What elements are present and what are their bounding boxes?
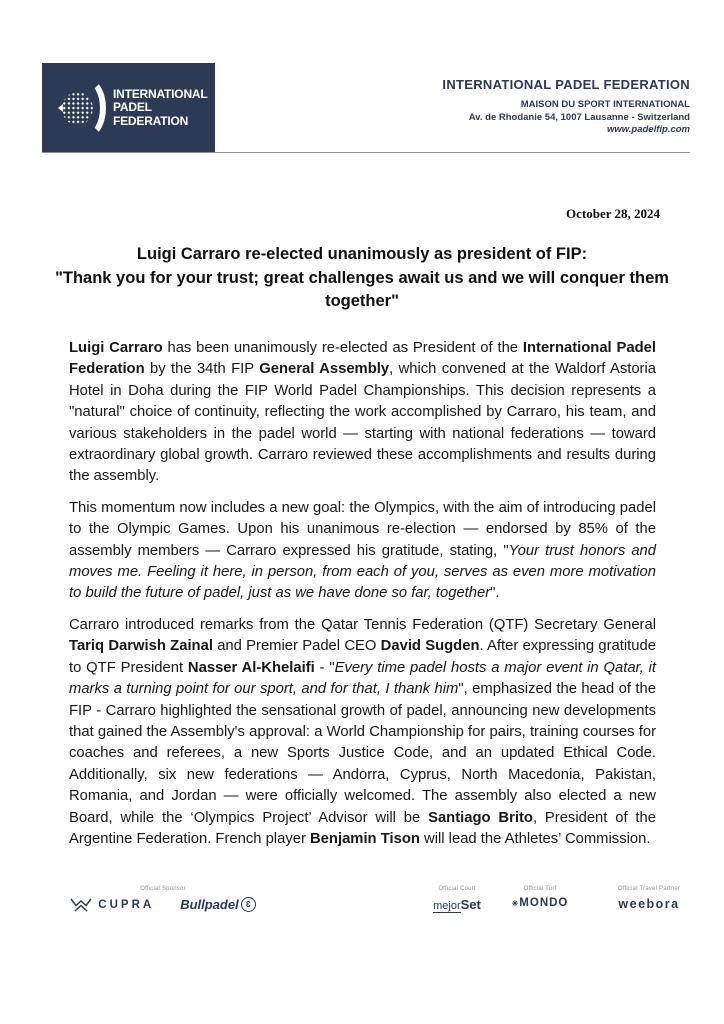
footer-travel-group [601,886,697,911]
website-url: www.padelfip.com [606,124,690,135]
mondo-logo [512,897,569,909]
sponsor-label: Official Sponsor [140,886,186,892]
headline [52,243,672,314]
mondo-wordmark: MONDO [519,897,569,909]
cupra-badge-icon [70,898,92,912]
mejorset-logo [433,897,481,912]
document-date: October 28, 2024 [566,206,660,221]
fip-logo-line: PADEL [113,100,152,115]
arc-icon [66,77,106,139]
bullpadel-wordmark: Bullpadel [180,897,239,912]
mejorset-wordmark-prefix: mejor [433,900,461,912]
bullpadel-bull-icon: Ɛ [241,897,256,912]
article-body [69,338,656,860]
address-line1: MAISON DU SPORT INTERNATIONAL [520,99,690,110]
address-line2: Av. de Rhodanie 54, 1007 Lausanne - Switzerland [468,111,690,123]
fip-logo-line: INTERNATIONAL [113,86,208,101]
fip-logo [42,63,215,153]
turf-label: Official Turf [523,886,557,892]
weebora-logo [618,897,679,911]
fip-racket-icon [54,76,106,140]
footer-sponsor-group [48,886,278,912]
footer-court-group [412,886,502,912]
cupra-wordmark: CUPRA [98,898,155,911]
weebora-wordmark: weebora [618,897,680,911]
body-paragraph: Luigi Carraro has been unanimously re-elected as President of the International Padel Federation by the 34th FIP General Assembly, which convened at the Waldorf Astoria Hotel in Doha during the FIP World Padel Championships. This decision represents a "natural" choice of continuity, reflecting the work accomplished by Carraro, his team, and various stakeholders in the padel world — starting with national federations — toward extraordinary global growth. Carraro reviewed these accomplishments and results during the assembly. [69,340,657,485]
body-paragraph: This momentum now includes a new goal: the Olympics, with the aim of introducing padel to the Olympic Games. Upon his unanimous re-election — endorsed by 85% of the assembly members — Carraro expressed his gratitude, stating, "Your trust honors and moves me. Feeling it here, in person, from each of you, serves as even more motivation to build the future of padel, just as we have done so far, together". [69,499,657,602]
body-paragraph: Carraro introduced remarks from the Qatar Tennis Federation (QTF) Secretary General Tariq Darwish Zainal and Premier Padel CEO David Sugden. After expressing gratitude to QTF President Nasser Al-Khelaifi - "Every time padel hosts a major event in Qatar, it marks a turning point for our sport, and for that, I thank him", emphasized the head of the FIP - Carraro highlighted the sensational growth of padel, announcing new developments that gained the Assembly's approval: a World Championship for pairs, training courses for coaches and referees, a new Sports Justice Code, and an updated Ethical Code. Additionally, six new federations — Andorra, Cyprus, North Macedonia, Pakistan, Romania, and Jordan — were officially welcomed. The assembly also elected a new Board, while the ‘Olympics Project’ Advisor will be Santiago Brito, President of the Argentine Federation. French player Benjamin Tison will lead the Athletes’ Commission. [69,616,656,847]
fip-logo-text [113,88,208,129]
fip-logo-line: FEDERATION [113,113,189,128]
headline-line1: Luigi Carraro re-elected unanimously as president of FIP: [136,245,588,263]
headline-line2: "Thank you for your trust; great challenges await us and we will conquer them together" [55,268,669,310]
court-label: Official Court [438,886,476,892]
bullpadel-logo [180,897,256,912]
org-name: INTERNATIONAL PADEL FEDERATION [442,77,690,92]
mejorset-wordmark-suffix: Set [460,897,481,912]
cupra-logo [70,898,154,912]
mondo-star-icon: ✳ [511,898,519,908]
header-divider [42,152,690,153]
footer-turf-group [497,886,583,909]
letterhead-address-block [442,77,690,137]
travel-label: Official Travel Partner [617,886,681,892]
